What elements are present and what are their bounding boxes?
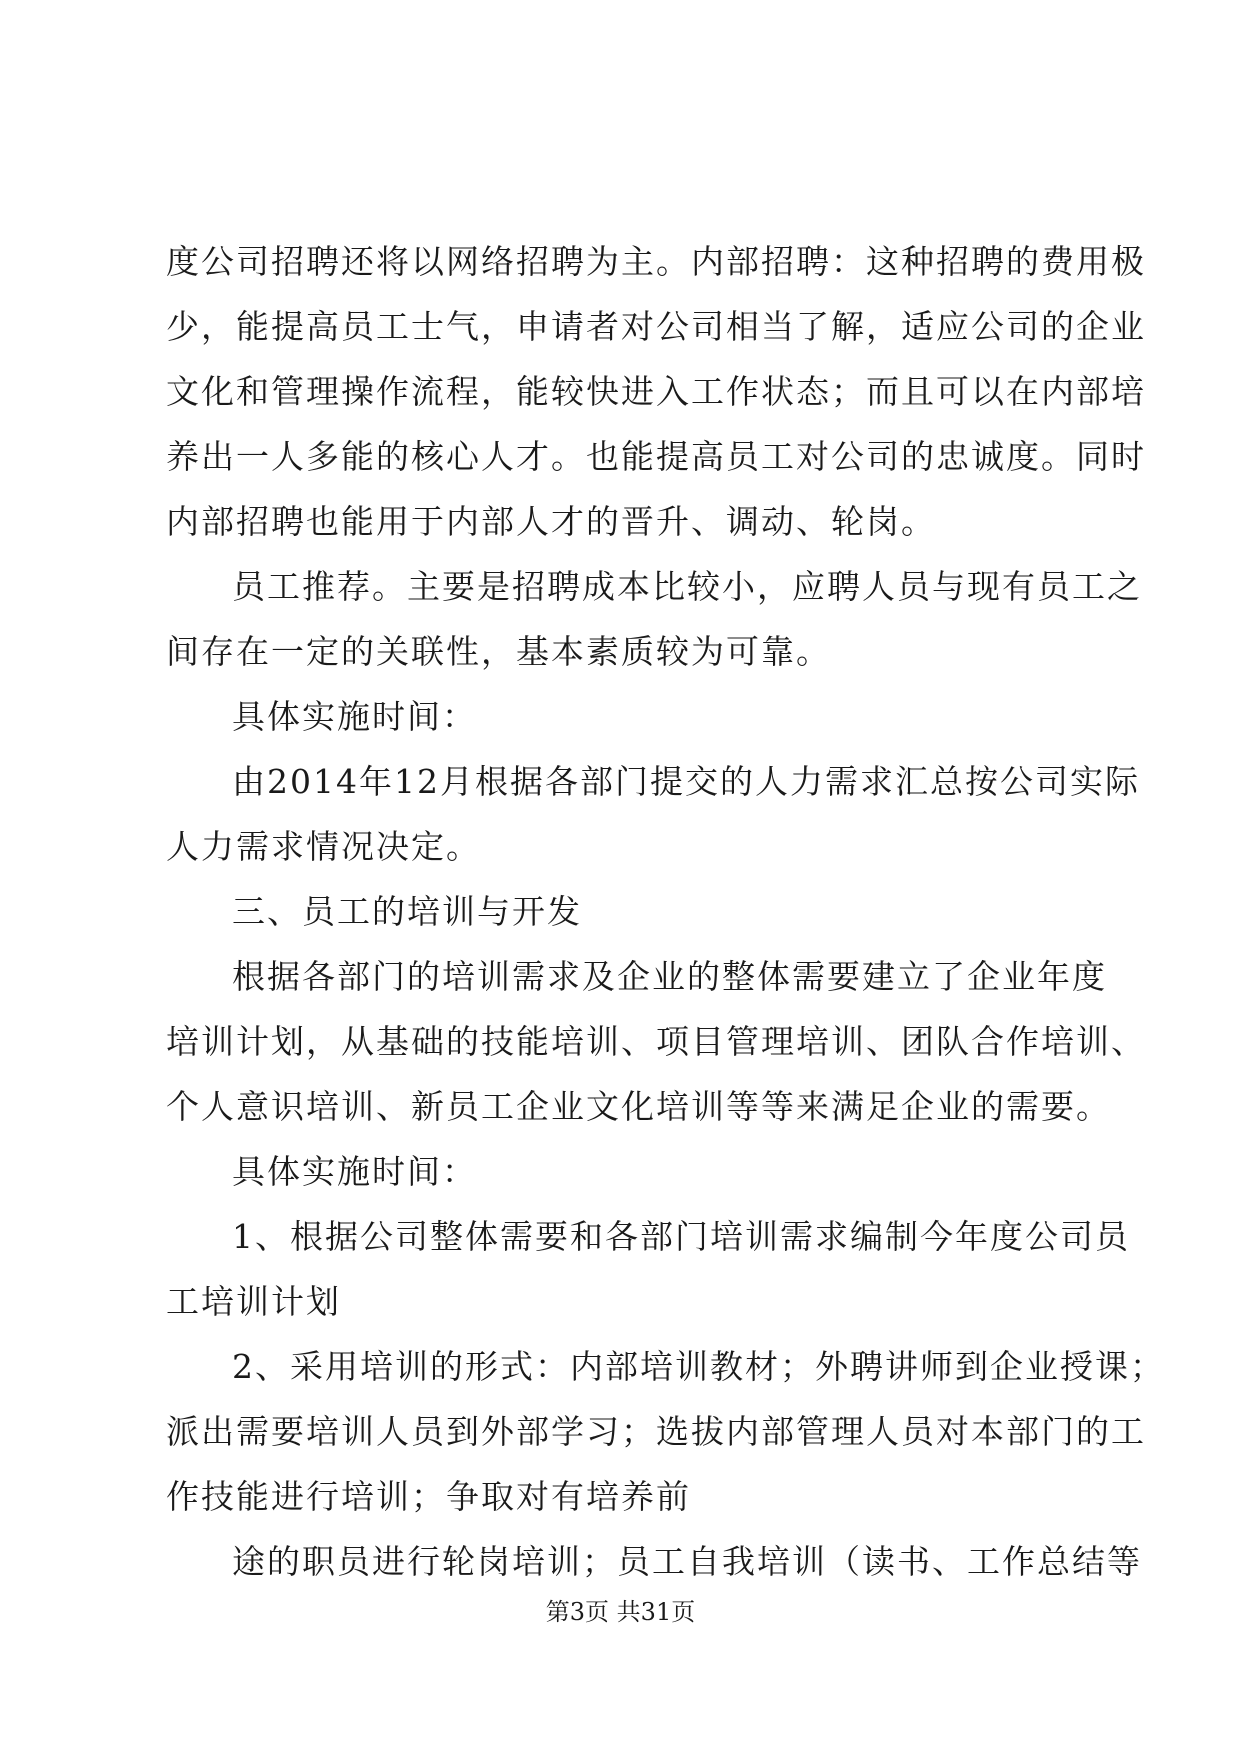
paragraph-line: 具体实施时间： bbox=[232, 697, 477, 736]
paragraph-line: 个人意识培训、新员工企业文化培训等等来满足企业的需要。 bbox=[166, 1087, 1111, 1126]
paragraph-line: 具体实施时间： bbox=[232, 1152, 477, 1191]
list-item: 1、根据公司整体需要和各部门培训需求编制今年度公司员 bbox=[232, 1217, 1130, 1256]
list-item-continuation: 工培训计划 bbox=[166, 1282, 341, 1321]
paragraph-line: 人力需求情况决定。 bbox=[166, 827, 481, 866]
paragraph-line: 内部招聘也能用于内部人才的晋升、调动、轮岗。 bbox=[166, 502, 936, 541]
body-text bbox=[166, 229, 1165, 1594]
list-item-continuation: 作技能进行培训；争取对有培养前 bbox=[166, 1477, 691, 1516]
paragraph-line: 根据各部门的培训需求及企业的整体需要建立了企业年度 bbox=[232, 957, 1107, 996]
paragraph-line: 培训计划，从基础的技能培训、项目管理培训、团队合作培训、 bbox=[166, 1022, 1146, 1061]
paragraph-line: 员工推荐。主要是招聘成本比较小，应聘人员与现有员工之 bbox=[232, 567, 1142, 606]
paragraph-line: 度公司招聘还将以网络招聘为主。内部招聘：这种招聘的费用极 bbox=[166, 242, 1146, 281]
list-item-continuation: 派出需要培训人员到外部学习；选拔内部管理人员对本部门的工 bbox=[166, 1412, 1146, 1451]
section-heading: 三、员工的培训与开发 bbox=[232, 892, 582, 931]
paragraph-line: 少，能提高员工士气，申请者对公司相当了解，适应公司的企业 bbox=[166, 307, 1146, 346]
paragraph-line: 间存在一定的关联性，基本素质较为可靠。 bbox=[166, 632, 831, 671]
list-item: 2、采用培训的形式：内部培训教材；外聘讲师到企业授课； bbox=[232, 1347, 1165, 1386]
paragraph-line: 由2014年12月根据各部门提交的人力需求汇总按公司实际 bbox=[232, 762, 1140, 801]
page-number-footer: 第3页 共31页 bbox=[545, 1598, 696, 1626]
paragraph-line: 文化和管理操作流程，能较快进入工作状态；而且可以在内部培 bbox=[166, 372, 1146, 411]
paragraph-line: 养出一人多能的核心人才。也能提高员工对公司的忠诚度。同时 bbox=[166, 437, 1146, 476]
paragraph-line: 途的职员进行轮岗培训；员工自我培训（读书、工作总结等 bbox=[232, 1542, 1142, 1581]
